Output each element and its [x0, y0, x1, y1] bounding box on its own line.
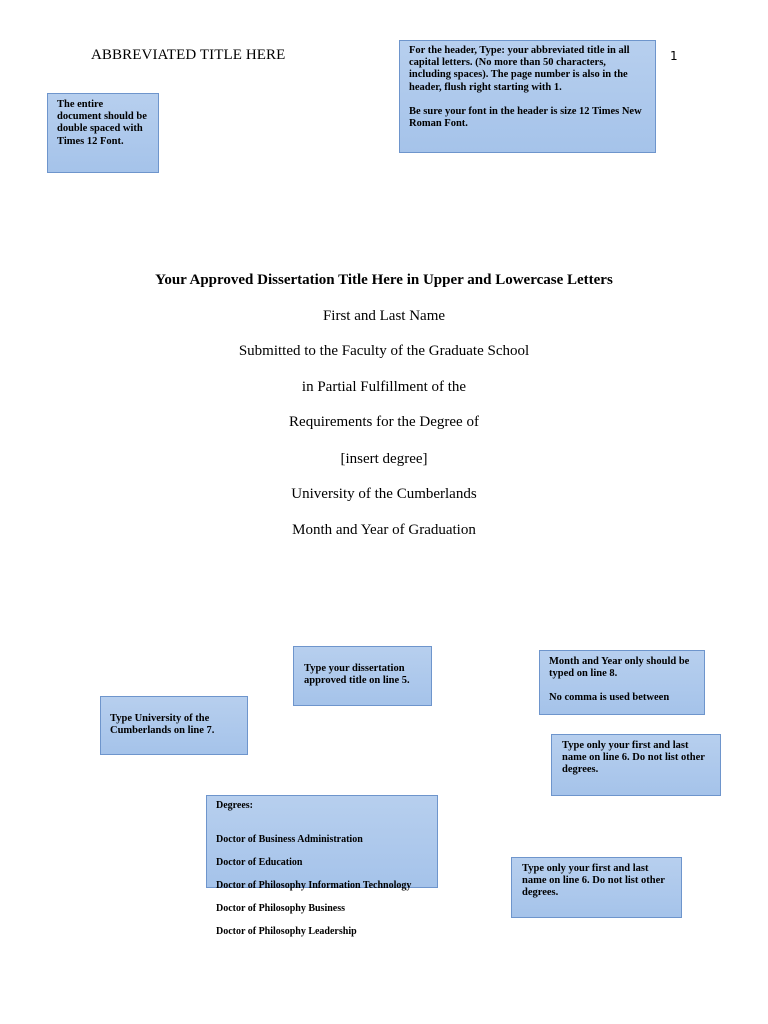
name-line-note-upper-text: Type only your first and last name on line 6. Do not list other degrees.: [562, 740, 705, 776]
name-line-note-lower[interactable]: [511, 857, 682, 918]
dissertation-title: Your Approved Dissertation Title Here in Upper and Lowercase Letters: [155, 272, 613, 288]
author-name: First and Last Name: [322, 308, 446, 324]
submitted-to-line: Submitted to the Faculty of the Graduate School: [238, 343, 530, 359]
month-year-paragraph-2: No comma is used between: [549, 692, 670, 704]
degrees-heading: Degrees:: [216, 800, 254, 811]
double-spaced-text: The entire document should be double spaced with Times 12 Font.: [57, 99, 147, 147]
running-head: ABBREVIATED TITLE HERE: [91, 47, 286, 63]
degree-item: Doctor of Business Administration: [216, 834, 363, 845]
university-note-text: Type University of the Cumberlands on line 7.: [110, 713, 215, 737]
title-line-note-text: Type your dissertation approved title on line 5.: [304, 663, 410, 687]
degrees-list: [216, 823, 429, 950]
header-instructions-paragraph-1: For the header, Type: your abbreviated title in all capital letters. (No more than 50 characters, including spaces). The page number is also in the header, flush right starting with 1.: [409, 45, 630, 93]
name-line-note-upper[interactable]: [551, 734, 721, 796]
university-line: University of the Cumberlands: [291, 486, 477, 502]
degree-item: Doctor of Education: [216, 857, 303, 868]
degrees-note[interactable]: [206, 795, 438, 937]
header-instructions-paragraph-2: Be sure your font in the header is size 12 Times New Roman Font.: [409, 105, 642, 130]
month-year-note[interactable]: [539, 650, 705, 715]
partial-fulfillment-line: in Partial Fulfillment of the: [301, 379, 467, 395]
degree-line: [insert degree]: [340, 451, 428, 467]
double-spaced-note[interactable]: [47, 93, 159, 173]
degree-item: Doctor of Philosophy Information Technology: [216, 880, 412, 891]
title-line-note[interactable]: [293, 646, 432, 706]
month-year-paragraph-1: Month and Year only should be typed on line 8.: [549, 656, 690, 680]
degree-item: Doctor of Philosophy Business: [216, 903, 346, 914]
requirements-line: Requirements for the Degree of: [289, 414, 479, 430]
name-line-note-lower-text: Type only your first and last name on line 6. Do not list other degrees.: [522, 863, 665, 899]
university-note[interactable]: [100, 696, 248, 755]
degree-item: Doctor of Philosophy Leadership: [216, 926, 357, 937]
page-number: 1: [670, 49, 678, 63]
graduation-date-line: Month and Year of Graduation: [292, 522, 476, 538]
header-instructions-note[interactable]: [399, 40, 656, 153]
